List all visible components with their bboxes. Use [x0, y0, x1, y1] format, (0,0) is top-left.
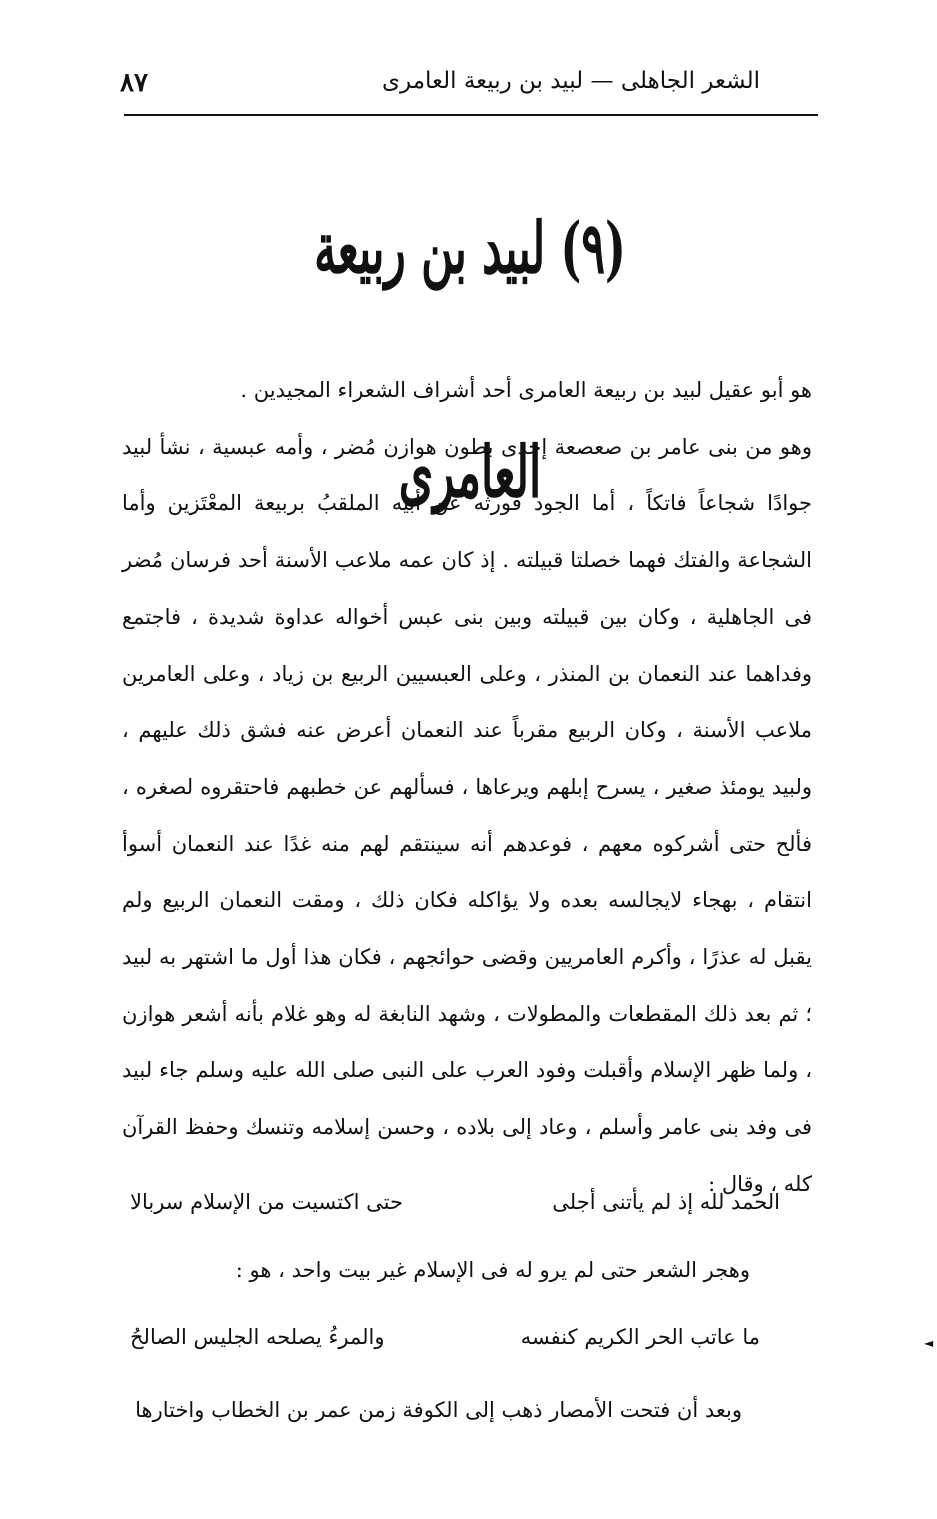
page-number: ٨٧ [120, 68, 148, 98]
body-text [122, 362, 812, 1213]
verse-1-second-hemistich: حتى اكتسيت من الإسلام سربالا [130, 1190, 403, 1214]
verse-2 [130, 1325, 760, 1365]
running-title: الشعر الجاهلى — لبيد بن ربيعة العامرى [382, 68, 760, 94]
header-rule [124, 114, 818, 116]
last-text: وبعد أن فتحت الأمصار ذهب إلى الكوفة زمن عمر بن الخطاب واختارها [135, 1398, 742, 1422]
paragraph-intro: هو أبو عقيل لبيد بن ربيعة العامرى أحد أشراف الشعراء المجيدين . [240, 378, 812, 402]
paragraph-biography: وهو من بنى عامر بن صعصعة إحدى بطون هوازن مُضر ، وأمه عبسية ، نشأ لبيد جوادًا شجاعاً فاتكاً ، أما الجود فورثه عن أبيه الملقبُ بربيعة المعْتَزين وأما الشجاعة والفتك فهما خصلتا قبيلته . إذ كان عمه ملاعب الأسنة أحد فرسان مُضر فى الجاهلية ، وكان بين قبيلته وبين بنى عبس أخواله عداوة شديدة ، فاجتمع وفداهما عند النعمان بن المنذر ، وعلى العبسيين الربيع بن زياد ، وعلى العامرين ملاعب الأسنة ، وكان الربيع مقرباً عند النعمان أعرض عنه فشق ذلك عليهم ، ولبيد يومئذ صغير ، يسرح إبلهم ويرعاها ، فسألهم عن خطبهم فاحتقروه لصغره ، فألح حتى أشركوه معهم ، فوعدهم أنه سينتقم لهم منه غدًا عند النعمان أسوأ انتقام ، بهجاء لايجالسه بعده ولا يؤاكله فكان ذلك ، ومقت النعمان الربيع ولم يقبل له عذرًا ، وأكرم العامريين وقضى حوائجهم ، فكان هذا أول ما اشتهر به لبيد ؛ ثم بعد ذلك المقطعات والمطولات ، وشهد النابغة له وهو غلام بأنه أشعر هوازن ، ولما ظهر الإسلام وأقبلت وفود العرب على النبى صلى الله عليه وسلم جاء لبيد فى وفد بنى عامر وأسلم ، وعاد إلى بلاده ، وحسن إسلامه وتنسك وحفظ القرآن كله ، وقال : [122, 434, 813, 1196]
page-header [120, 62, 820, 112]
verse-2-second-hemistich: والمرءُ يصلحه الجليس الصالحُ [130, 1325, 385, 1349]
verse-2-first-hemistich: ما عاتب الحر الكريم كنفسه [520, 1325, 760, 1349]
margin-mark: ◄ [924, 1336, 934, 1350]
verse-1 [130, 1190, 780, 1230]
mid-text: وهجر الشعر حتى لم يرو له فى الإسلام غير بيت واحد ، هو : [235, 1258, 750, 1282]
verse-1-first-hemistich: الحمد لله إذ لم يأتنى أجلى [552, 1190, 780, 1214]
chapter-title: (٩) لبيد بن ربيعة العامرى [314, 208, 626, 514]
